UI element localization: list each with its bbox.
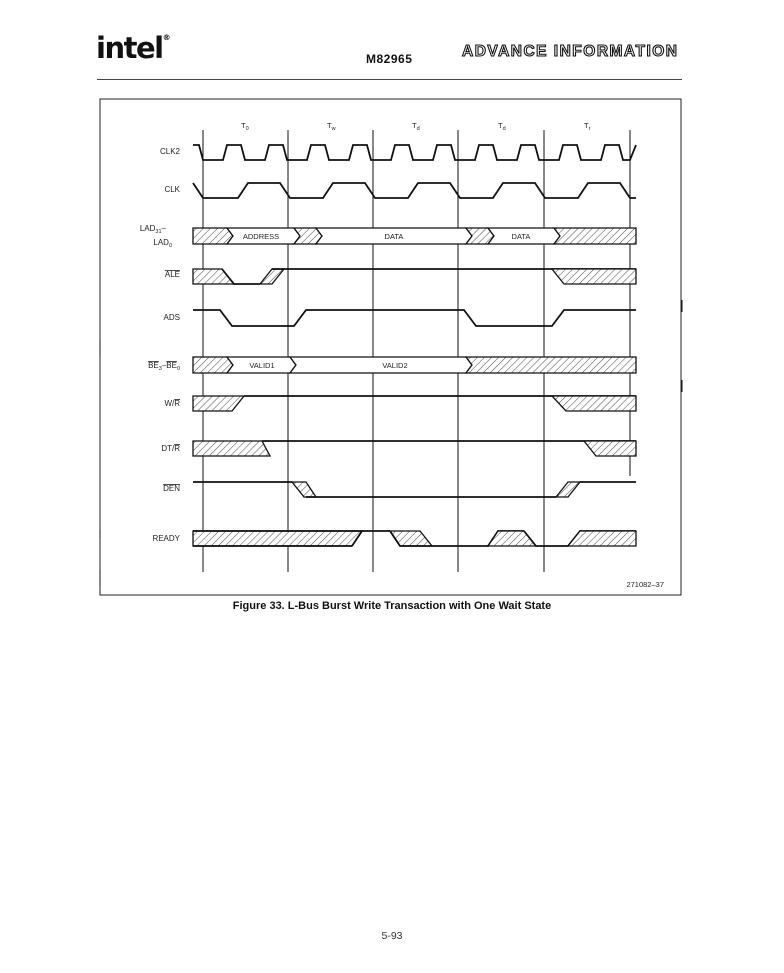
signal-label-be: $BE_3-BE_0$ [148,361,180,372]
signal-label-ale: ALE [164,270,180,279]
signal-label-dtr: DT/R [161,444,180,453]
figure-reference-number: 271082–37 [626,580,664,589]
lad-data1-value: DATA [384,232,404,241]
phase-boundaries [203,130,630,572]
signal-label-ads: ADS [163,313,180,322]
den-waveform [193,482,636,497]
document-status: ADVANCE INFORMATION [462,43,679,60]
intel-logo: intel® [96,31,171,65]
ads-waveform [193,310,636,326]
page-number: 5-93 [381,930,403,942]
phase-label-t0: $T_0$ [241,121,249,132]
ale-waveform [193,269,636,284]
ready-waveform [193,531,636,546]
lad-data2-value: DATA [511,232,531,241]
phase-label-td2: $T_d$ [498,121,506,132]
signal-label-clk2: CLK2 [159,147,180,156]
signal-label-clk: CLK [164,185,180,194]
lad-address-value: ADDRESS [242,232,280,241]
be-valid1-value: VALID1 [249,361,275,370]
figure-frame [100,99,681,595]
clk2-waveform [193,145,636,160]
signal-label-ready: READY [152,534,180,543]
part-number: M82965 [366,52,413,66]
figure-caption: Figure 33. L-Bus Burst Write Transaction with One Wait State [232,600,552,612]
dtr-waveform [193,441,636,456]
signal-label-den: DEN [163,484,180,493]
clk-waveform [193,183,636,198]
signal-label-wr: W/R [164,399,180,408]
phase-label-td1: $T_d$ [412,121,420,132]
signal-label-lad-top: $LAD_{31}-$ [139,224,166,235]
wr-waveform [193,396,636,411]
be-valid2-value: VALID2 [382,361,408,370]
signal-label-lad-bottom: $LAD_0$ [153,238,172,249]
phase-label-tw: $T_w$ [327,121,336,132]
phase-label-tr: $T_r$ [584,121,591,132]
